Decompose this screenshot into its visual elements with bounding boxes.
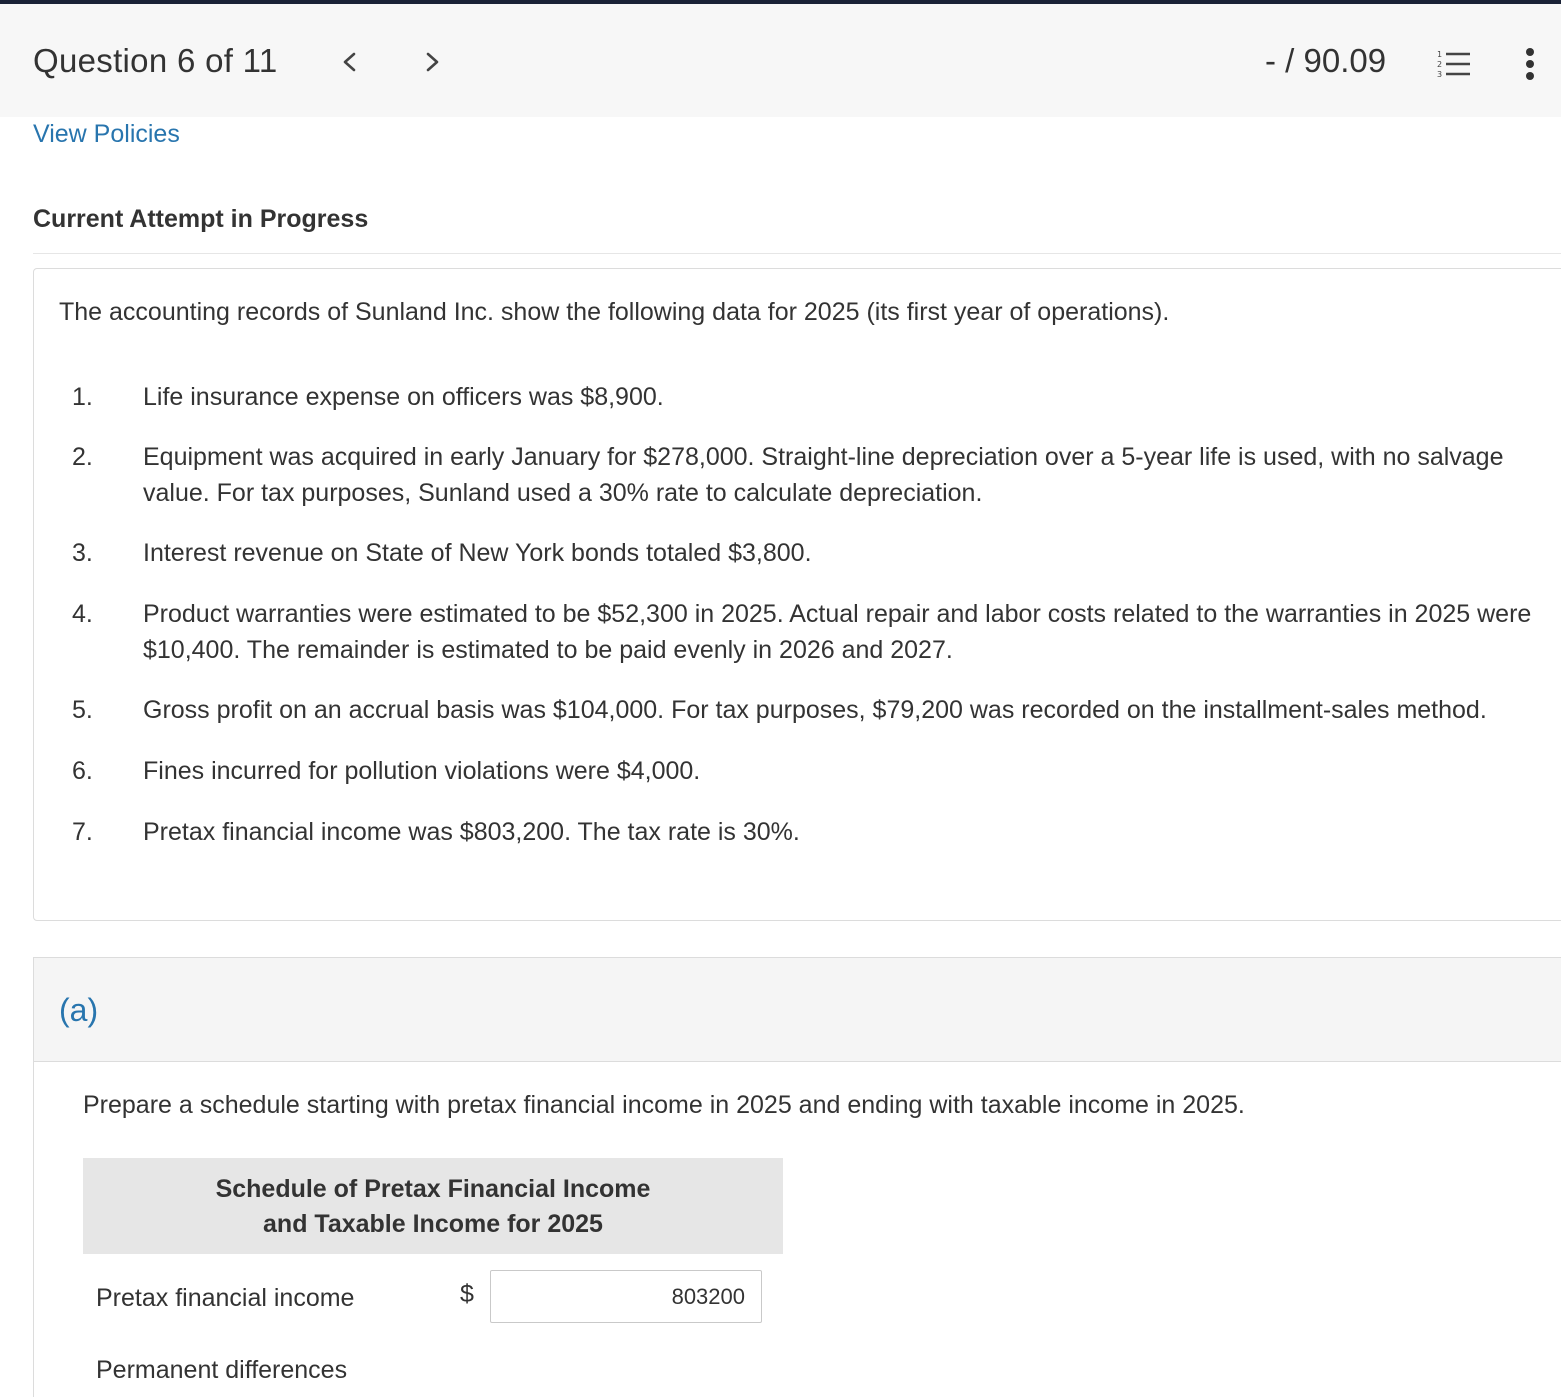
vertical-dots-icon <box>1518 46 1542 86</box>
chevron-right-icon <box>415 42 449 82</box>
schedule-title <box>83 1158 783 1254</box>
previous-question-button[interactable] <box>333 42 367 82</box>
item-number: 3. <box>72 539 93 567</box>
item-number: 5. <box>72 696 93 724</box>
svg-text:2: 2 <box>1437 60 1443 69</box>
problem-statement <box>33 268 1561 921</box>
item-number: 7. <box>72 818 93 846</box>
svg-text:3: 3 <box>1437 70 1443 79</box>
item-text: Gross profit on an accrual basis was $104,000. For tax purposes, $79,200 was recorded on the installment-sales method. <box>143 696 1487 724</box>
pretax-income-label: Pretax financial income <box>96 1284 355 1312</box>
schedule-title-line1: Schedule of Pretax Financial Income <box>215 1175 651 1203</box>
attempt-status: Current Attempt in Progress <box>33 205 369 233</box>
part-a-section <box>33 957 1561 1397</box>
item-number: 4. <box>72 600 93 628</box>
question-list-button[interactable] <box>1436 48 1472 82</box>
item-number: 2. <box>72 443 93 471</box>
next-question-button[interactable] <box>415 42 449 82</box>
item-text: Life insurance expense on officers was $8,900. <box>143 383 664 411</box>
chevron-left-icon <box>333 42 367 82</box>
item-text: Pretax financial income was $803,200. The tax rate is 30%. <box>143 818 800 846</box>
item-text: Interest revenue on State of New York bonds totaled $3,800. <box>143 539 812 567</box>
more-options-button[interactable] <box>1518 46 1542 86</box>
problem-intro: The accounting records of Sunland Inc. show the following data for 2025 (its first year of operations). <box>59 298 1170 326</box>
part-label: (a) <box>59 992 99 1028</box>
item-text: Product warranties were estimated to be $52,300 in 2025. Actual repair and labor costs related to the warranties in 2025 were $10,400. The remainder is estimated to be paid evenly in 2026 and 2027. <box>143 600 1532 664</box>
numbered-list-icon <box>1436 48 1472 82</box>
item-number: 6. <box>72 757 93 785</box>
item-text: Fines incurred for pollution violations were $4,000. <box>143 757 701 785</box>
question-header <box>0 4 1561 117</box>
pretax-income-input[interactable] <box>490 1270 762 1323</box>
schedule-title-line2: and Taxable Income for 2025 <box>263 1210 603 1238</box>
item-number: 1. <box>72 383 93 411</box>
question-counter: Question 6 of 11 <box>33 42 278 79</box>
svg-text:1: 1 <box>1437 50 1443 59</box>
divider <box>33 253 1561 254</box>
permanent-differences-label: Permanent differences <box>96 1356 348 1384</box>
item-text: Equipment was acquired in early January for $278,000. Straight-line depreciation over a 5-year life is used, with no salvage value. For tax purposes, Sunland used a 30% rate to calculate depreciation. <box>143 443 1504 507</box>
currency-symbol: $ <box>460 1280 474 1308</box>
score-display: - / 90.09 <box>1265 42 1387 79</box>
part-instruction: Prepare a schedule starting with pretax financial income in 2025 and ending with taxable income in 2025. <box>83 1091 1245 1119</box>
part-header <box>34 958 1561 1062</box>
view-policies-link[interactable]: View Policies <box>33 120 180 148</box>
